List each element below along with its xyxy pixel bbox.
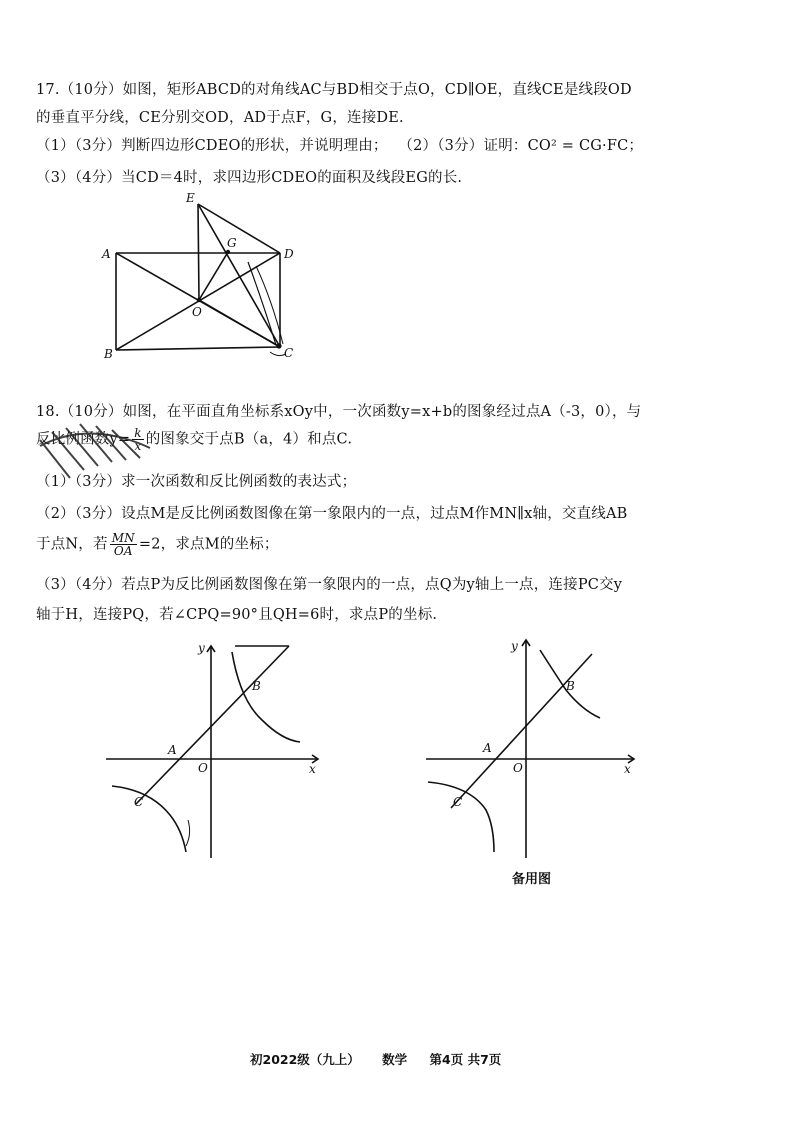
graph2-label-a: A	[483, 741, 492, 755]
q17-part2: （2）（3分）证明：CO² = CG·FC；	[398, 138, 644, 154]
graph2-label-y: y	[511, 639, 518, 653]
fraction-denominator: x	[134, 439, 142, 453]
q17-line4: （3）（4分）当CD＝4时，求四边形CDEO的面积及线段EG的长.	[36, 170, 463, 186]
graph1-label-o: O	[198, 761, 208, 775]
q18-line7: 轴于H，连接PQ，若∠CPQ=90°且QH=6时，求点P的坐标.	[36, 607, 438, 623]
q17-label-b: B	[104, 347, 113, 361]
graph1-label-c: C	[134, 795, 144, 809]
footer-grade: 初2022级（九上）	[250, 1052, 360, 1067]
q17-line1: 17.（10分）如图，矩形ABCD的对角线AC与BD相交于点O，CD∥OE，直线CE是线段OD	[36, 82, 632, 98]
fraction-numerator: MN	[111, 531, 135, 545]
graph2-label-c: C	[453, 795, 463, 809]
q18-line2-pre: 反比例函数y=	[36, 431, 131, 448]
fraction-numerator: k	[134, 426, 142, 440]
page-footer	[250, 1050, 519, 1068]
q18-line5-post: =2，求点M的坐标；	[138, 536, 279, 553]
q18-line5-pre: 于点N，若	[36, 536, 108, 553]
q17-label-g: G	[227, 236, 237, 250]
q17-label-e: E	[186, 191, 195, 205]
footer-page-number: 第4页 共7页	[429, 1052, 502, 1067]
backup-figure-caption: 备用图	[512, 872, 552, 887]
q18-line2-post: 的图象交于点B（a，4）和点C.	[145, 431, 353, 448]
q18-line3: （1）（3分）求一次函数和反比例函数的表达式；	[36, 474, 357, 490]
q17-label-c: C	[284, 346, 294, 360]
q18-line1: 18.（10分）如图，在平面直角坐标系xOy中，一次函数y=x+b的图象经过点A（-3，0），与	[36, 404, 642, 420]
q17-label-a: A	[102, 247, 111, 261]
q17-line2: 的垂直平分线，CE分别交OD，AD于点F，G，连接DE.	[36, 110, 404, 126]
footer-subject: 数学	[382, 1052, 408, 1067]
graph1-label-x: x	[309, 762, 316, 776]
graph2-label-o: O	[513, 761, 523, 775]
q17-label-d: D	[284, 247, 294, 261]
q18-line6: （3）（4分）若点P为反比例函数图像在第一象限内的一点，点Q为y轴上一点，连接PC交y	[36, 577, 623, 593]
q18-line4: （2）（3分）设点M是反比例函数图像在第一象限内的一点，过点M作MN∥x轴，交直线AB	[36, 506, 628, 522]
graph1-label-y: y	[198, 641, 205, 655]
graph2-label-x: x	[624, 762, 631, 776]
q17-label-o: O	[192, 305, 202, 319]
q17-part1: （1）（3分）判断四边形CDEO的形状，并说明理由；	[36, 138, 388, 154]
graph2-label-b: B	[566, 679, 575, 693]
graph1-label-a: A	[168, 743, 177, 757]
fraction-denominator: OA	[113, 544, 133, 558]
graph1-label-b: B	[252, 679, 261, 693]
